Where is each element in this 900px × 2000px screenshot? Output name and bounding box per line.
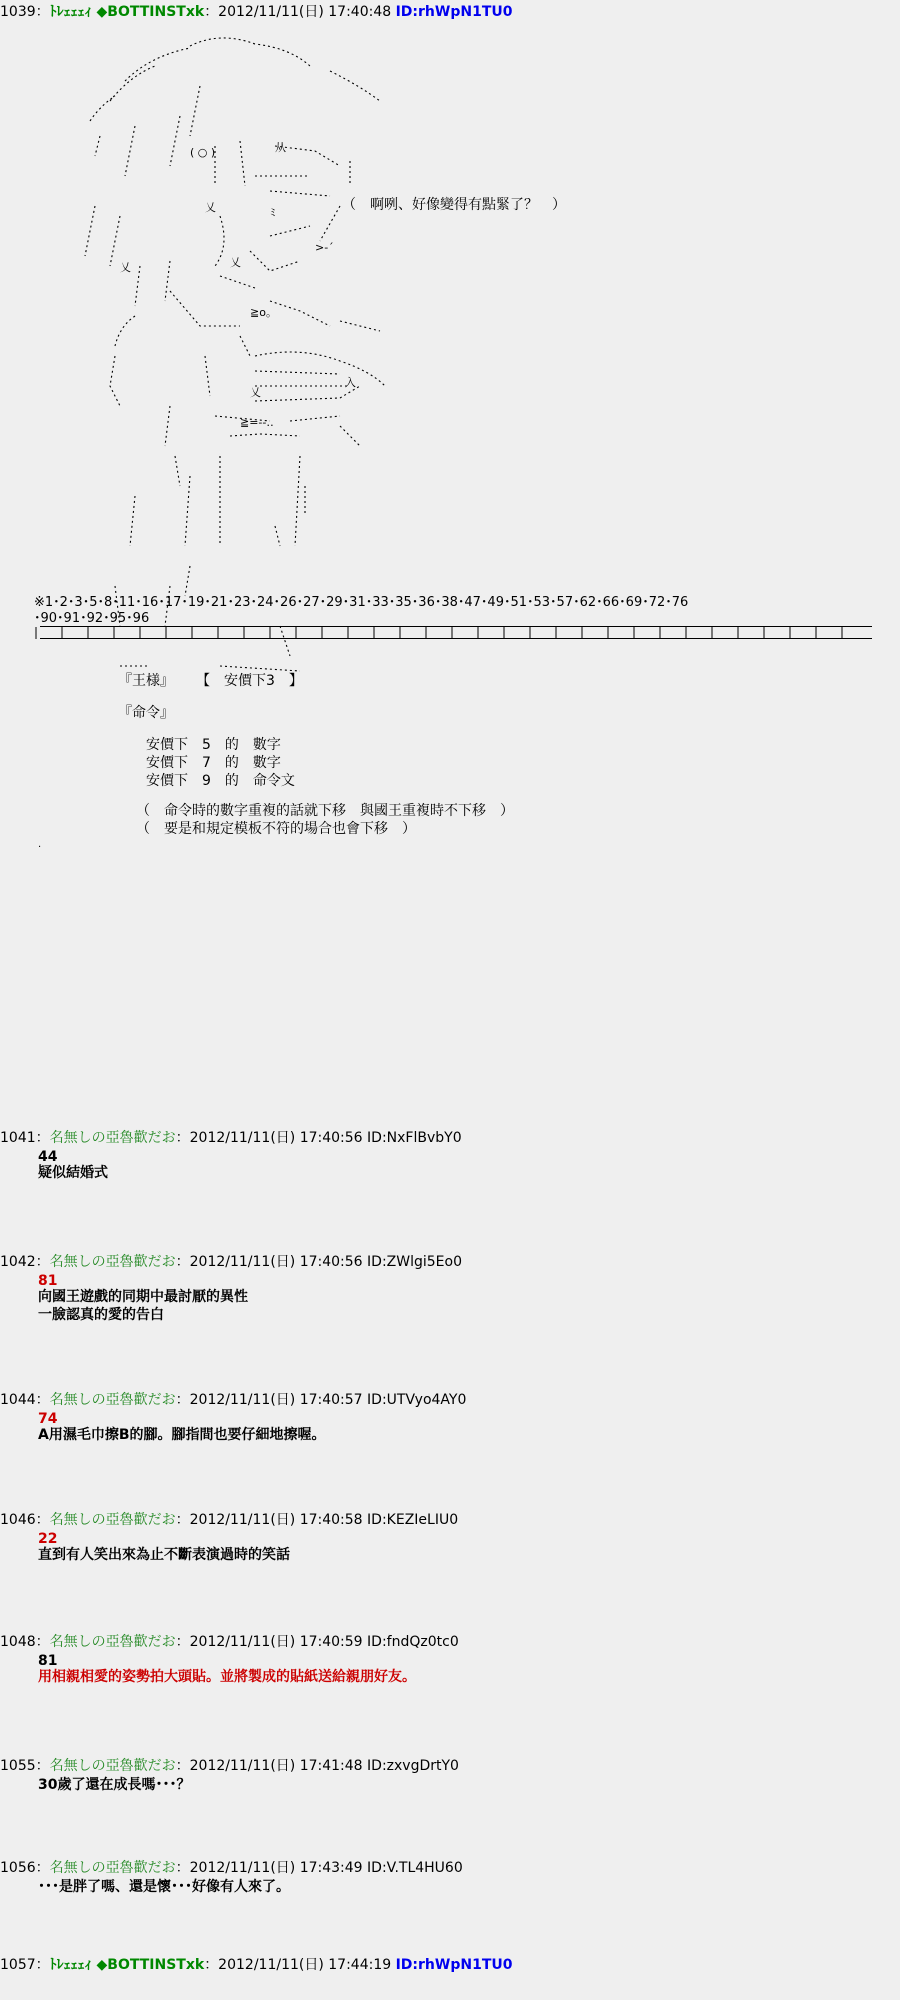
poster-name[interactable]: ﾄﾚｪｪｪｨ ◆BOTTINSTxk <box>49 4 205 20</box>
post-date: ：2012/11/11(日) 17:40:57 <box>175 1392 363 1408</box>
svg-text:乂: 乂 <box>205 201 216 214</box>
separator: ： <box>35 1957 50 1973</box>
poster-id[interactable]: ID:rhWpN1TU0 <box>395 1957 513 1973</box>
svg-text:从: 从 <box>275 141 286 154</box>
svg-text:>-´: >-´ <box>315 241 334 254</box>
order-label: 『命令』 <box>118 705 174 721</box>
post-number[interactable]: 1055 <box>0 1758 36 1774</box>
poster-name[interactable]: 名無しの亞魯歡だお <box>49 1392 176 1408</box>
post-body-line: 直到有人笑出來為止不斷表演過時的笑話 <box>38 1547 290 1563</box>
separator: ： <box>35 1392 50 1408</box>
poster-id[interactable]: ID:KEZIeLIU0 <box>367 1512 459 1528</box>
post-header-1042 <box>0 1254 462 1271</box>
separator: ： <box>35 1860 50 1876</box>
post-header-1057 <box>0 1957 512 1974</box>
post-date: ：2012/11/11(日) 17:44:19 <box>204 1957 392 1973</box>
post-date: ：2012/11/11(日) 17:43:49 <box>175 1860 363 1876</box>
post-body-line: ･･･是胖了嗎、還是懷･･･好像有人來了。 <box>38 1879 290 1895</box>
post-number[interactable]: 1057 <box>0 1957 36 1973</box>
post-date: ：2012/11/11(日) 17:40:58 <box>175 1512 363 1528</box>
post-header-1041 <box>0 1130 462 1147</box>
post-header-1046 <box>0 1512 458 1529</box>
stray-dot: . <box>38 839 42 850</box>
poster-name[interactable]: 名無しの亞魯歡だお <box>49 1634 176 1650</box>
post-number[interactable]: 1056 <box>0 1860 36 1876</box>
order-item-2: 安價下 7 的 數字 <box>146 755 281 771</box>
post-body-line: 一臉認真的愛的告白 <box>38 1307 164 1323</box>
poster-id[interactable]: ID:NxFlBvbY0 <box>367 1130 462 1146</box>
post-date: ：2012/11/11(日) 17:40:56 <box>175 1130 363 1146</box>
post-body-line: 疑似結婚式 <box>38 1165 108 1181</box>
poster-id[interactable]: ID:fndQz0tc0 <box>367 1634 459 1650</box>
post-date: ：2012/11/11(日) 17:40:56 <box>175 1254 363 1270</box>
post-date: ：2012/11/11(日) 17:40:48 <box>204 4 392 20</box>
used-numbers-line-1: ※1･2･3･5･8･11･16･17･19･21･23･24･26･27･29･31･33･35･36･38･47･49･51･53･57･62･66･69･72･76 <box>34 595 689 610</box>
separator: ： <box>35 1512 50 1528</box>
post-header-1056 <box>0 1860 463 1877</box>
separator: ： <box>35 1130 50 1146</box>
post-number[interactable]: 1044 <box>0 1392 36 1408</box>
anchor-number[interactable]: 44 <box>38 1149 58 1165</box>
separator: ： <box>35 4 50 20</box>
used-numbers-line-2: ･90･91･92･95･96 <box>34 611 150 626</box>
post-number[interactable]: 1048 <box>0 1634 36 1650</box>
post-body-line: 向國王遊戲的同期中最討厭的異性 <box>38 1289 248 1305</box>
separator: ： <box>35 1758 50 1774</box>
post-number[interactable]: 1041 <box>0 1130 36 1146</box>
post-body-line: 用相親相愛的姿勢拍大頭貼。並將製成的貼紙送給親朋好友。 <box>38 1669 416 1685</box>
poster-id[interactable]: ID:UTVyo4AY0 <box>367 1392 467 1408</box>
note-2: （ 要是和規定模板不符的場合也會下移 ） <box>136 821 416 837</box>
post-header-1048 <box>0 1634 459 1651</box>
svg-text:乂: 乂 <box>120 261 131 274</box>
note-1: （ 命令時的數字重複的話就下移 與國王重複時不下移 ） <box>136 803 514 819</box>
poster-id[interactable]: ID:ZWlgi5Eo0 <box>367 1254 462 1270</box>
poster-id[interactable]: ID:V.TL4HU60 <box>367 1860 463 1876</box>
separator: ： <box>35 1254 50 1270</box>
anchor-number[interactable]: 81 <box>38 1653 58 1669</box>
king-value: 【 安價下3 】 <box>196 673 303 689</box>
post-header-1039 <box>0 4 512 21</box>
poster-name[interactable]: ﾄﾚｪｪｪｨ ◆BOTTINSTxk <box>49 1957 205 1973</box>
anchor-number[interactable]: 22 <box>38 1531 58 1547</box>
poster-name[interactable]: 名無しの亞魯歡だお <box>49 1130 176 1146</box>
svg-text:≧o。: ≧o。 <box>250 306 277 319</box>
poster-id[interactable]: ID:zxvgDrtY0 <box>367 1758 459 1774</box>
aa-speech: （ 啊咧、好像變得有點緊了？ ） <box>342 197 566 213</box>
post-body-line: A用濕毛巾擦B的腳。腳指間也要仔細地擦喔。 <box>38 1427 326 1443</box>
ruler-ticks <box>34 626 874 640</box>
post-number[interactable]: 1042 <box>0 1254 36 1270</box>
post-date: ：2012/11/11(日) 17:41:48 <box>175 1758 363 1774</box>
post-body-line: 30歲了還在成長嗎･･･？ <box>38 1777 191 1793</box>
poster-name[interactable]: 名無しの亞魯歡だお <box>49 1860 176 1876</box>
post-header-1044 <box>0 1392 466 1409</box>
svg-text:入: 入 <box>345 376 356 389</box>
post-date: ：2012/11/11(日) 17:40:59 <box>175 1634 363 1650</box>
post-number[interactable]: 1039 <box>0 4 36 20</box>
svg-text:乂: 乂 <box>250 386 261 399</box>
poster-name[interactable]: 名無しの亞魯歡だお <box>49 1512 176 1528</box>
order-item-3: 安價下 9 的 命令文 <box>146 773 295 789</box>
separator: ： <box>35 1634 50 1650</box>
order-item-1: 安價下 5 的 數字 <box>146 737 281 753</box>
anchor-number[interactable]: 74 <box>38 1411 58 1427</box>
poster-name[interactable]: 名無しの亞魯歡だお <box>49 1254 176 1270</box>
anchor-number[interactable]: 81 <box>38 1273 58 1289</box>
poster-name[interactable]: 名無しの亞魯歡だお <box>49 1758 176 1774</box>
poster-id[interactable]: ID:rhWpN1TU0 <box>395 4 513 20</box>
svg-text:ﾐ: ﾐ <box>270 206 276 219</box>
svg-text:乂: 乂 <box>230 256 241 269</box>
post-number[interactable]: 1046 <box>0 1512 36 1528</box>
king-label: 『王様』 <box>118 673 174 689</box>
svg-text:( ○ ): ( ○ ) <box>190 146 216 159</box>
svg-text:≧=-‐‥: ≧=-‐‥ <box>240 416 274 429</box>
post-header-1055 <box>0 1758 459 1775</box>
